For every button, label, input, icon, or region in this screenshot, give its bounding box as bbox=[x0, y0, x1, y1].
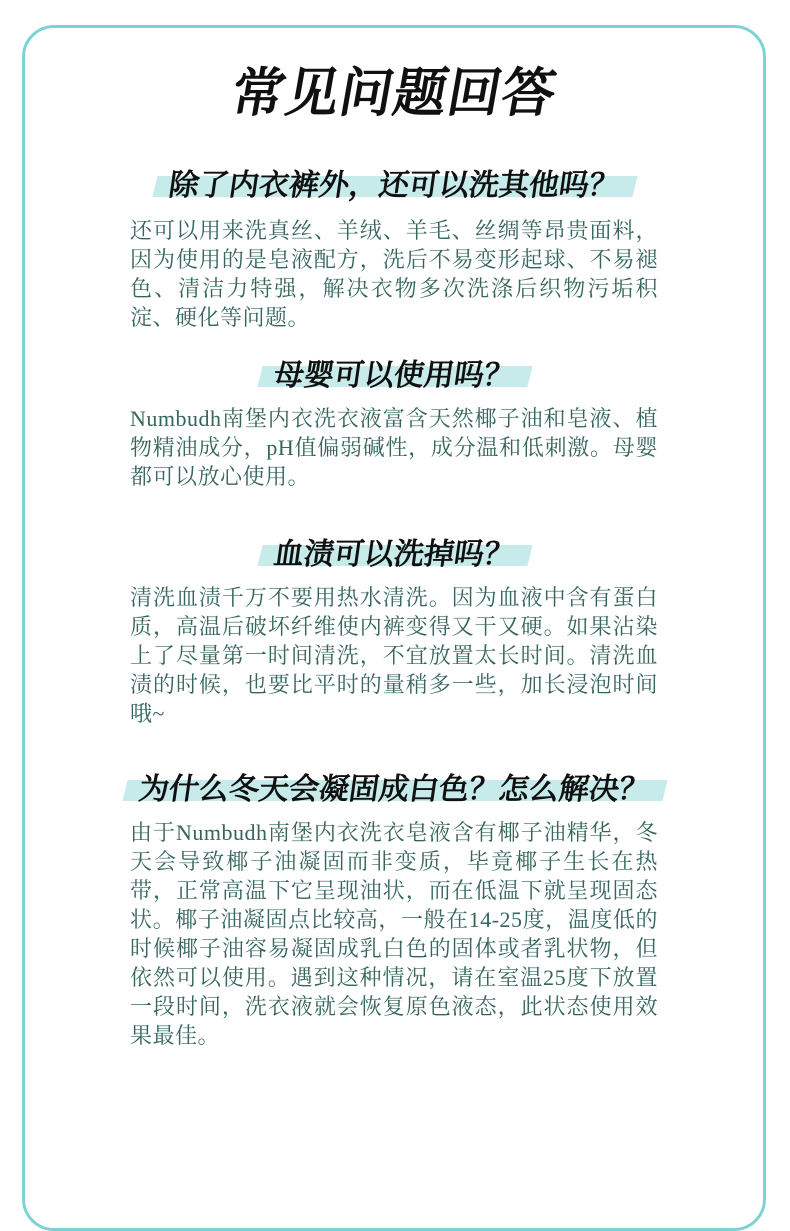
question-wrap bbox=[271, 535, 517, 575]
question-text: 血渍可以洗掉吗？ bbox=[271, 538, 517, 571]
faq-card bbox=[22, 25, 766, 1231]
page-title: 常见问题回答 bbox=[226, 64, 562, 123]
faq-answer-2: Numbudh南堡内衣洗衣液富含天然椰子油和皂液、植物精油成分，pH值偏弱碱性，成分温和低刺激。母婴都可以放心使用。 bbox=[130, 406, 658, 489]
question-text: 除了内衣裤外，还可以洗其他吗？ bbox=[166, 169, 622, 202]
faq-question-1 bbox=[130, 166, 658, 206]
faq-answer-1: 还可以用来洗真丝、羊绒、羊毛、丝绸等昂贵面料，因为使用的是皂液配方，洗后不易变形起球、不易褪色、清洁力特强，解决衣物多次洗涤后织物污垢积淀、硬化等问题。 bbox=[130, 218, 658, 330]
faq-question-2 bbox=[130, 356, 658, 396]
faq-answer-3: 清洗血渍千万不要用热水清洗。因为血液中含有蛋白质，高温后破坏纤维使内裤变得又干又硬。如果沾染上了尽量第一时间清洗，不宜放置太长时间。清洗血渍的时候，也要比平时的量稍多一些，加长浸泡时间哦~ bbox=[130, 585, 658, 726]
faq-answer-4: 由于Numbudh南堡内衣洗衣皂液含有椰子油精华，冬天会导致椰子油凝固而非变质，毕竟椰子生长在热带，正常高温下它呈现油状，而在低温下就呈现固态状。椰子油凝固点比较高，一般在14-25度，温度低的时候椰子油容易凝固成乳白色的固体或者乳状物，但依然可以使用。遇到这种情况，请在室温25度下放置一段时间，洗衣液就会恢复原色液态，此状态使用效果最佳。 bbox=[130, 820, 658, 1048]
question-text: 母婴可以使用吗？ bbox=[271, 359, 517, 392]
faq-content-column bbox=[130, 64, 658, 1050]
faq-question-4 bbox=[130, 770, 658, 810]
question-wrap bbox=[166, 166, 622, 206]
question-wrap bbox=[136, 770, 652, 810]
question-text: 为什么冬天会凝固成白色？怎么解决？ bbox=[136, 773, 652, 806]
faq-question-3 bbox=[130, 535, 658, 575]
question-wrap bbox=[271, 356, 517, 396]
